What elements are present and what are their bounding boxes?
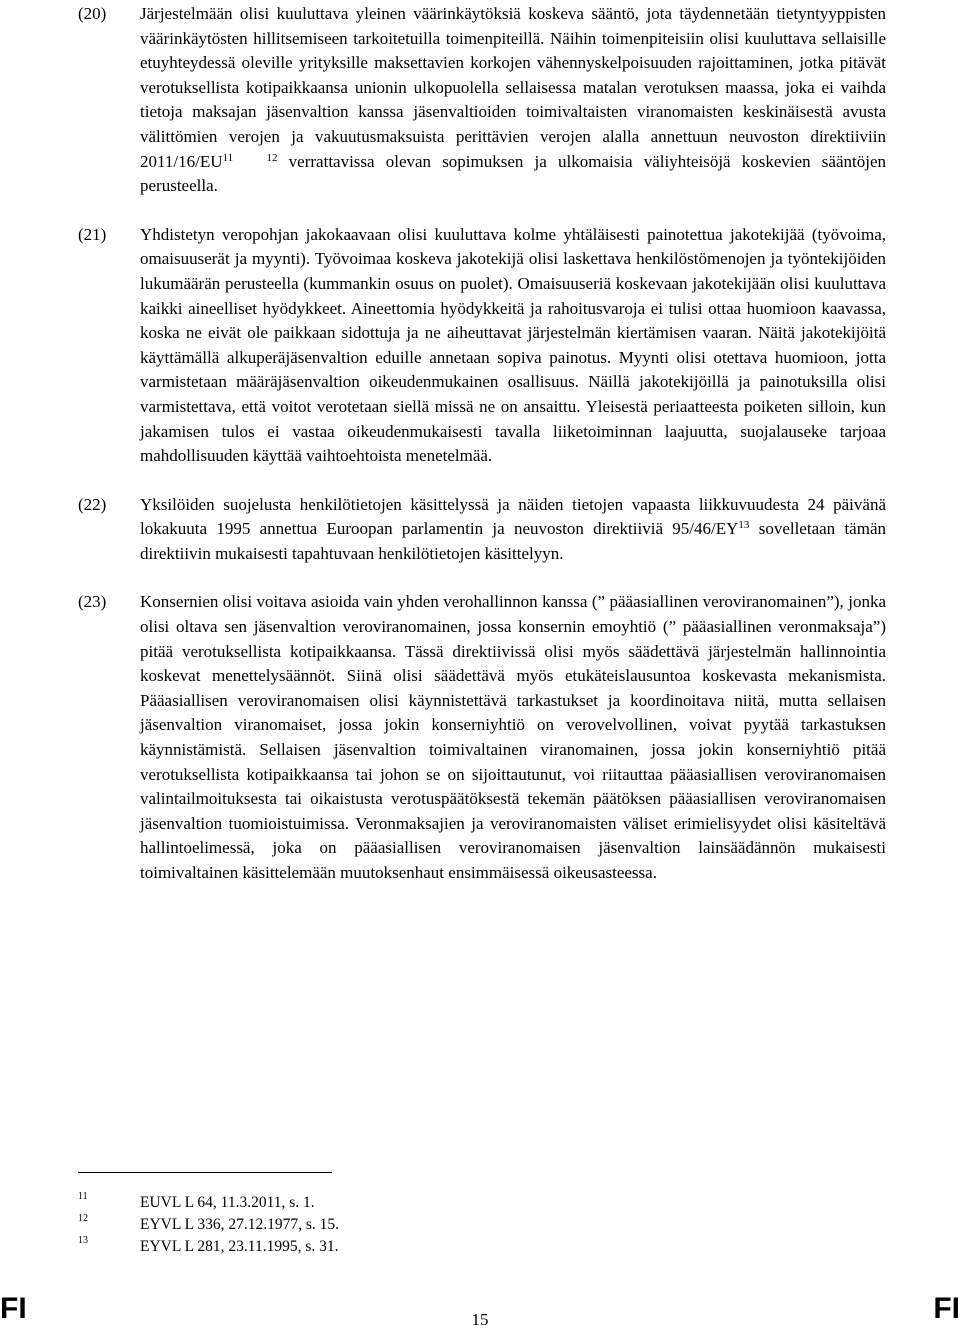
- footnote-number: 13: [78, 1235, 88, 1246]
- footnote-divider: [78, 1172, 332, 1173]
- paragraph-number: (23): [78, 592, 107, 612]
- paragraph-text: Yhdistetyn veropohjan jakokaavaan olisi kuuluttava kolme yhtäläisesti painotettua jakotekijää (työvoima, omaisuuserät ja myynti). Työvoimaa koskeva jakotekijä olisi laskettava henkilöstömenojen ja työntekijöiden lukumäärän perusteella (kummankin osuus on puolet). Omaisuuseriä koskevaan jakotekijään olisi kuuluttava kaikki aineelliset hyödykkeet. Aineettomia hyödykkeitä ja rahoitusvaroja ei tulisi ottaa huomioon kaavassa, koska ne eivät ole paikkaan sidottuja ja ne aiheuttavat järjestelmän kiertämisen vaaran. Näitä jakotekijöitä käyttämällä alkuperäjäsenvaltion eduille annetaan sopiva painotus. Myynti olisi otettava huomioon, jotta varmistetaan määräjäsenvaltion oikeudenmukainen osallisuus. Näillä jakotekijöillä ja painotuksilla olisi varmistettava, että voitot verotetaan siellä missä ne on ansaittu. Yleisestä periaatteesta poiketen silloin, kun jakamisen tulos ei vastaa oikeudenmukaisesti tavalla liiketoiminnan laajuutta, suojalauseke tarjoaa mahdollisuuden käyttää vaihtoehtoista menetelmää.: [140, 224, 886, 466]
- footnote-item: [78, 1192, 778, 1214]
- footnote-ref: 12: [266, 151, 278, 164]
- footnote-number: 12: [78, 1213, 88, 1224]
- footnote-number: 11: [78, 1191, 88, 1202]
- paragraph-text-part: sovelletaan tämän direktiivin mukaisesti tapahtuvaan henkilötietojen käsittelyyn.: [140, 519, 887, 563]
- paragraph-text-part: verrattavissa olevan sopimuksen ja ulkomaisia väliyhteisöjä koskevien sääntöjen perusteella.: [140, 151, 887, 196]
- language-code-left: FI: [0, 1292, 27, 1325]
- paragraph-23: [78, 590, 886, 885]
- paragraph-text: Konsernien olisi voitava asioida vain yhden verohallinnon kanssa (” pääasiallinen veroviranomainen”), jonka olisi oltava sen jäsenvaltion veroviranomainen, jossa konsernin emoyhtiö (” pääasiallinen veronmaksaja”) pitää verotuksellista kotipaikkaansa. Tässä direktiivissä olisi myös säädettävä järjestelmän hallinnointia koskevat menettelysäännöt. Siinä olisi säädettävä myös etukäteislausuntoa koskevasta mekanismista. Pääasiallisen veroviranomaisen olisi käynnistettävä tarkastukset ja koordinoitava niitä, mutta sellaisen jäsenvaltion viranomaiset, jossa jokin konserniyhtiö on verovelvollinen, voivat pyytää tarkastuksen käynnistämistä. Sellaisen jäsenvaltion toimivaltainen viranomainen, jossa jokin konserniyhtiö pitää verotuksellista kotipaikkaansa tai johon se on sijoittautunut, voi riitauttaa pääasiallisen veroviranomaisen valintailmoituksesta tai oikaistusta verotuspäätöksestä tekemän päätöksen pääasiallisen veroviranomaisen jäsenvaltion tuomioistuimissa. Veronmaksajien ja veroviranomaisten väliset erimielisyydet olisi käsiteltävä hallintoelimessä, joka on pääasiallisen veroviranomaisen jäsenvaltion lainsäädännön mukaisesti toimivaltainen käsittelemään muutoksenhaut ensimmäisessä oikeusasteessa.: [140, 592, 886, 882]
- footnote-item: [78, 1236, 778, 1258]
- footnote-text: EYVL L 281, 23.11.1995, s. 31.: [140, 1238, 339, 1255]
- paragraph-number: (21): [78, 224, 107, 244]
- paragraph-text: [140, 493, 886, 567]
- footnote-text: EUVL L 64, 11.3.2011, s. 1.: [140, 1194, 315, 1211]
- footnote-ref: 11: [222, 151, 234, 164]
- footnote-item: [78, 1214, 778, 1236]
- paragraph-text-part: Yksilöiden suojelusta henkilötietojen käsittelyssä ja näiden tietojen vapaasta liikkuvuudesta 24 päivänä lokakuuta 1995 annettua Euroopan parlamentin ja neuvoston direktiiviä 95/46/EY: [140, 494, 886, 539]
- paragraph-number: (20): [78, 4, 107, 23]
- language-code-right: FI: [933, 1292, 960, 1325]
- footnote-text: EYVL L 336, 27.12.1977, s. 15.: [140, 1216, 340, 1233]
- footnotes: [78, 1192, 778, 1258]
- paragraph-21: [78, 223, 886, 469]
- paragraph-text-part: Järjestelmään olisi kuuluttava yleinen väärinkäytöksiä koskeva sääntö, jota täydennetään tietyntyyppisten väärinkäytösten hillitsemiseen tarkoitetuilla toimenpiteillä. Näihin toimenpiteisiin olisi kuuluttava sellaisille etuyhteydessä oleville yrityksille maksettavien korkojen vähennyskelpoisuuden rajoittaminen, jotka pitävät verotuksellista kotipaikkaansa unionin ulkopuolella sellaisessa matalan verotuksen maassa, joka ei vaihda tietoja maksajan jäsenvaltion kanssa jäsenvaltioiden toimivaltaisten viranomaisten keskinäisestä avusta välittömien verojen ja vakuutusmaksuista perittävien verojen alalla annettuun neuvoston direktiiviin 2011/16/EU: [140, 4, 886, 171]
- footnote-ref: 13: [738, 519, 750, 532]
- paragraph-text: [140, 2, 886, 199]
- page-number: 15: [471, 1310, 489, 1329]
- paragraph-number: (22): [78, 494, 107, 514]
- document-body: [78, 2, 886, 910]
- paragraph-20: [78, 2, 886, 199]
- paragraph-22: [78, 493, 886, 567]
